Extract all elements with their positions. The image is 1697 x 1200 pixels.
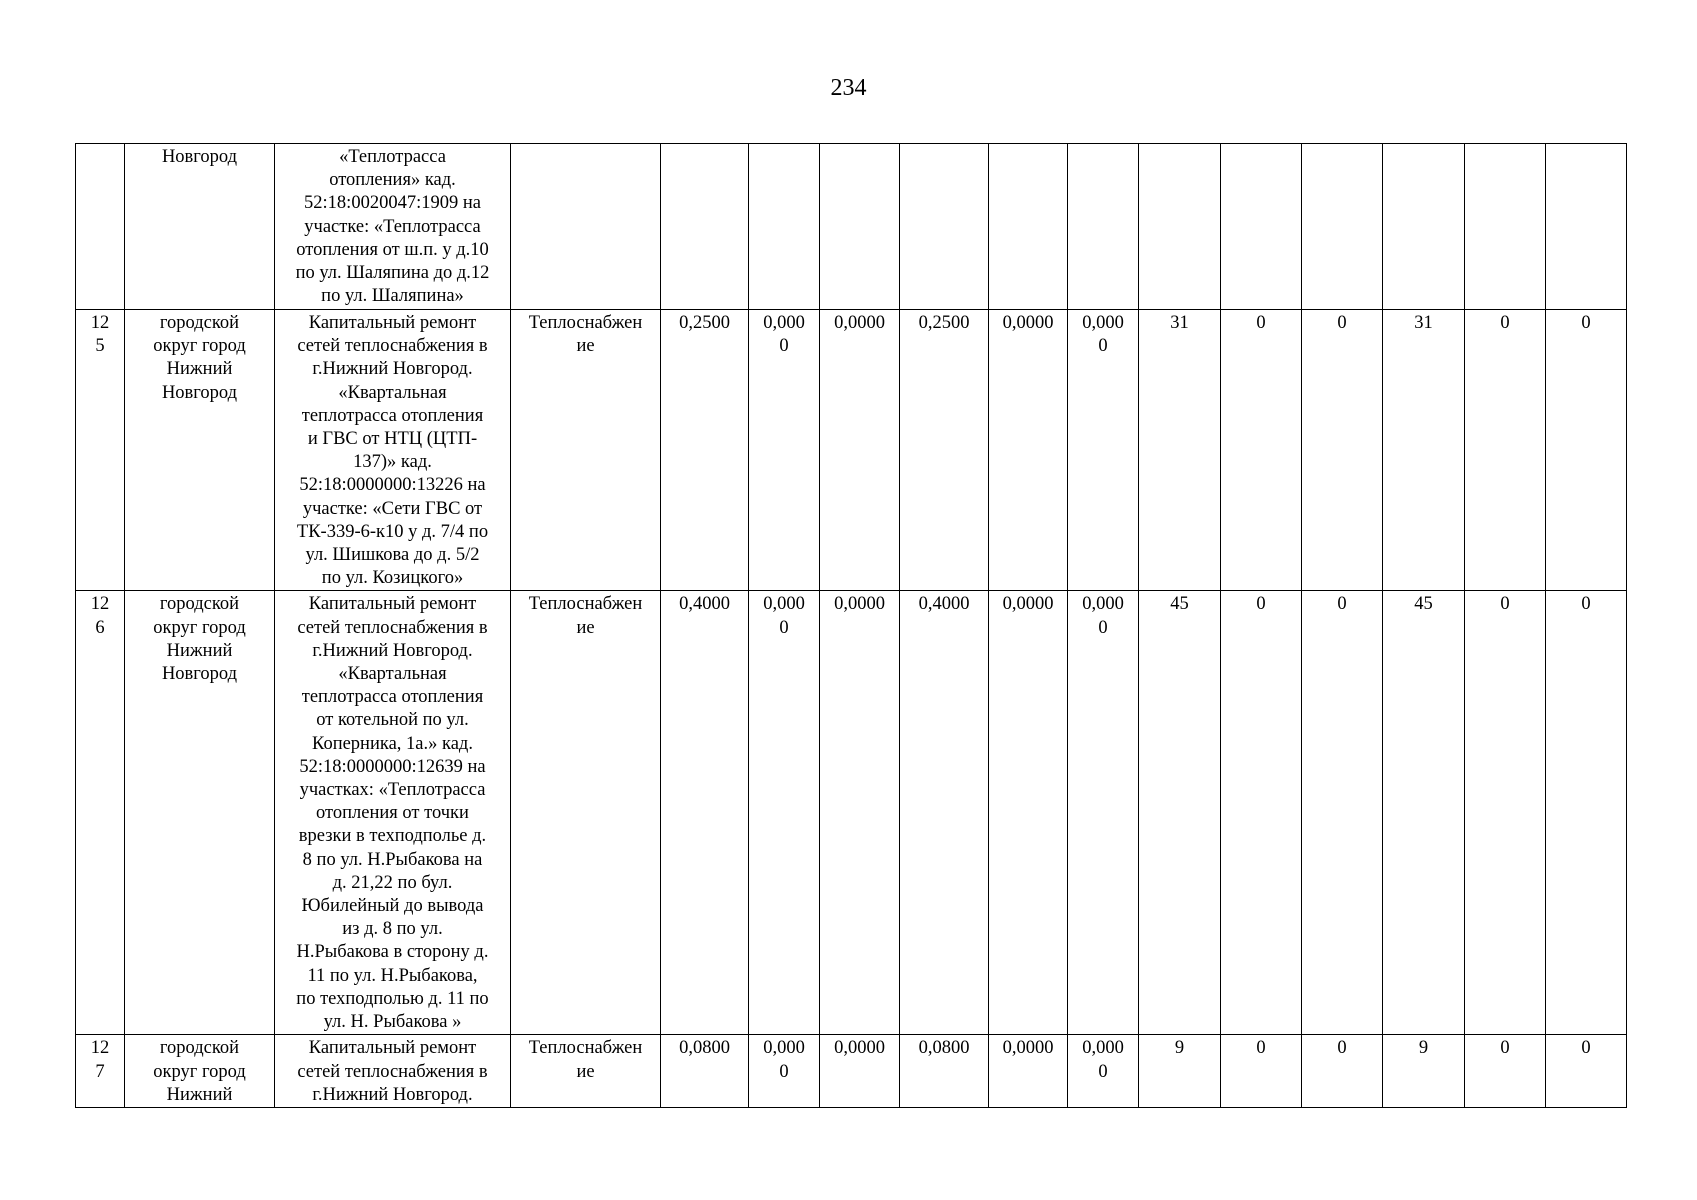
value-cell: 0 — [1465, 591, 1546, 1035]
value-line: 0,000 — [763, 594, 805, 615]
description-cell-line: Капитальный ремонт — [308, 594, 477, 615]
row-number-line: 12 — [90, 1038, 110, 1059]
value-cell: 0,4000 — [661, 591, 749, 1035]
sector-cell-line: Теплоснабжен — [528, 594, 643, 615]
table-row — [76, 1035, 1627, 1108]
table-row — [76, 144, 1627, 310]
value-cell — [1546, 144, 1627, 310]
value-line: 0 — [1098, 1061, 1108, 1082]
territory-cell-line: округ город — [153, 617, 246, 638]
value-cell: 0 — [1546, 591, 1627, 1035]
value-line: 0 — [1098, 336, 1108, 357]
description-cell-line: по ул. Шаляпина» — [321, 286, 464, 307]
territory-cell — [125, 591, 275, 1035]
description-cell-line: врезки в техподполье д. — [298, 826, 487, 847]
sector-cell — [511, 591, 661, 1035]
sector-cell — [511, 144, 661, 310]
value-cell: 0 — [1302, 310, 1383, 591]
description-cell — [275, 310, 511, 591]
row-number — [76, 310, 125, 591]
table-row — [76, 591, 1627, 1035]
value-line: 0 — [779, 617, 789, 638]
description-cell-line: Капитальный ремонт — [308, 313, 477, 333]
description-cell-line: Н.Рыбакова в сторону д. — [296, 942, 489, 963]
sector-cell-line: Теплоснабжен — [528, 313, 643, 333]
territory-cell-line: городской — [159, 313, 240, 333]
territory-cell-line: округ город — [153, 1061, 246, 1082]
value-cell — [749, 144, 820, 310]
value-cell — [1302, 144, 1383, 310]
description-cell-line: «Квартальная — [338, 664, 447, 685]
value-cell — [989, 144, 1068, 310]
description-cell-line: 52:18:0000000:12639 на — [299, 756, 486, 777]
description-cell-line: отопления от точки — [316, 803, 469, 824]
description-cell-line: г.Нижний Новгород. — [312, 1084, 473, 1105]
value-cell: 0 — [1302, 1035, 1383, 1108]
territory-cell-line: Нижний — [166, 1084, 233, 1105]
value-cell: 0,0000 — [989, 591, 1068, 1035]
description-cell-line: д. 21,22 по бул. — [332, 872, 453, 893]
value-cell — [1068, 144, 1139, 310]
value-cell — [820, 144, 900, 310]
row-number-line: 6 — [95, 617, 105, 638]
value-line: 0 — [779, 1061, 789, 1082]
description-cell-line: Юбилейный до вывода — [301, 896, 484, 917]
description-cell-line: участке: «Теплотрасса — [304, 216, 481, 237]
program-table — [75, 143, 1627, 1108]
description-cell-line: теплотрасса отопления — [301, 687, 484, 708]
value-cell: 0 — [1465, 1035, 1546, 1108]
value-cell: 45 — [1139, 591, 1221, 1035]
description-cell-line: участках: «Теплотрасса — [299, 780, 486, 801]
value-cell: 0,0000 — [989, 1035, 1068, 1108]
page-number: 234 — [830, 75, 867, 101]
value-cell: 0,0800 — [900, 1035, 989, 1108]
row-number — [76, 591, 125, 1035]
territory-cell-line: Новгород — [161, 147, 238, 167]
value-cell: 0 — [1302, 591, 1383, 1035]
value-cell — [1221, 144, 1302, 310]
value-cell: 0 — [1546, 310, 1627, 591]
value-cell — [1139, 144, 1221, 310]
value-line: 0 — [1098, 617, 1108, 638]
value-cell — [1068, 310, 1139, 591]
description-cell-line: Коперника, 1а.» кад. — [312, 733, 473, 754]
value-line: 0 — [779, 336, 789, 357]
description-cell-line: 52:18:0020047:1909 на — [304, 193, 481, 214]
description-cell-line: 11 по ул. Н.Рыбакова, — [307, 965, 478, 986]
value-cell — [749, 1035, 820, 1108]
value-cell: 9 — [1139, 1035, 1221, 1108]
value-cell: 0 — [1221, 591, 1302, 1035]
description-cell-line: сетей теплоснабжения в — [297, 336, 488, 357]
value-cell: 0 — [1221, 1035, 1302, 1108]
value-cell: 31 — [1139, 310, 1221, 591]
territory-cell-line: городской — [159, 1038, 240, 1059]
description-cell-line: «Теплотрасса — [339, 147, 446, 167]
territory-cell — [125, 144, 275, 310]
value-cell — [900, 144, 989, 310]
sector-cell — [511, 310, 661, 591]
territory-cell-line: Нижний — [166, 359, 233, 380]
value-cell: 0,0000 — [820, 310, 900, 591]
description-cell-line: ул. Н. Рыбакова » — [323, 1012, 462, 1033]
description-cell-line: «Квартальная — [338, 382, 447, 403]
value-line: 0,000 — [1082, 594, 1124, 615]
row-number — [76, 144, 125, 310]
description-cell-line: по техподполью д. 11 по — [296, 988, 489, 1009]
territory-cell — [125, 1035, 275, 1108]
territory-cell-line: округ город — [153, 336, 246, 357]
row-number-line: 7 — [95, 1061, 105, 1082]
value-cell: 0,2500 — [900, 310, 989, 591]
value-cell: 0,0000 — [989, 310, 1068, 591]
value-cell: 31 — [1383, 310, 1465, 591]
sector-cell — [511, 1035, 661, 1108]
description-cell-line: сетей теплоснабжения в — [297, 1061, 488, 1082]
value-cell — [749, 591, 820, 1035]
territory-cell-line: Новгород — [161, 664, 238, 685]
description-cell-line: по ул. Шаляпина до д.12 — [295, 263, 490, 284]
value-cell: 0,2500 — [661, 310, 749, 591]
territory-cell — [125, 310, 275, 591]
description-cell-line: ул. Шишкова до д. 5/2 — [305, 545, 480, 566]
sector-cell-line: ие — [576, 336, 595, 357]
description-cell-line: сетей теплоснабжения в — [297, 617, 488, 638]
value-cell: 45 — [1383, 591, 1465, 1035]
sector-cell-line: ие — [576, 617, 595, 638]
value-cell: 0 — [1221, 310, 1302, 591]
row-number-line: 12 — [90, 594, 110, 615]
description-cell-line: отопления» кад. — [329, 170, 456, 191]
value-line: 0,000 — [1082, 313, 1124, 333]
value-cell: 0 — [1465, 310, 1546, 591]
description-cell-line: 8 по ул. Н.Рыбакова на — [302, 849, 483, 870]
description-cell-line: Капитальный ремонт — [308, 1038, 477, 1059]
value-cell — [1068, 591, 1139, 1035]
description-cell-line: теплотрасса отопления — [301, 405, 484, 426]
description-cell — [275, 144, 511, 310]
description-cell-line: по ул. Козицкого» — [321, 568, 464, 589]
description-cell-line: 137)» кад. — [353, 452, 432, 473]
value-cell — [661, 144, 749, 310]
description-cell-line: г.Нижний Новгород. — [312, 359, 473, 380]
description-cell — [275, 1035, 511, 1108]
value-cell: 0 — [1546, 1035, 1627, 1108]
value-cell: 0,4000 — [900, 591, 989, 1035]
value-cell: 9 — [1383, 1035, 1465, 1108]
sector-cell-line: ие — [576, 1061, 595, 1082]
description-cell-line: участке: «Сети ГВС от — [302, 498, 483, 519]
sector-cell-line: Теплоснабжен — [528, 1038, 643, 1059]
description-cell-line: г.Нижний Новгород. — [312, 640, 473, 661]
value-cell — [1383, 144, 1465, 310]
value-cell: 0,0000 — [820, 1035, 900, 1108]
territory-cell-line: городской — [159, 594, 240, 615]
value-line: 0,000 — [1082, 1038, 1124, 1059]
description-cell-line: из д. 8 по ул. — [342, 919, 443, 940]
description-cell — [275, 591, 511, 1035]
row-number-line: 12 — [90, 313, 110, 333]
description-cell-line: отопления от ш.п. у д.10 — [296, 239, 489, 260]
territory-cell-line: Нижний — [166, 640, 233, 661]
value-cell — [749, 310, 820, 591]
value-line: 0,000 — [763, 1038, 805, 1059]
value-cell — [1068, 1035, 1139, 1108]
row-number-line: 5 — [95, 336, 105, 357]
description-cell-line: и ГВС от НТЦ (ЦТП- — [307, 429, 478, 450]
description-cell-line: ТК-339-6-к10 у д. 7/4 по — [296, 521, 489, 542]
description-cell-line: 52:18:0000000:13226 на — [299, 475, 486, 496]
value-cell — [1465, 144, 1546, 310]
value-line: 0,000 — [763, 313, 805, 333]
value-cell: 0,0800 — [661, 1035, 749, 1108]
row-number — [76, 1035, 125, 1108]
table-row — [76, 310, 1627, 591]
territory-cell-line: Новгород — [161, 382, 238, 403]
description-cell-line: от котельной по ул. — [316, 710, 469, 731]
value-cell: 0,0000 — [820, 591, 900, 1035]
